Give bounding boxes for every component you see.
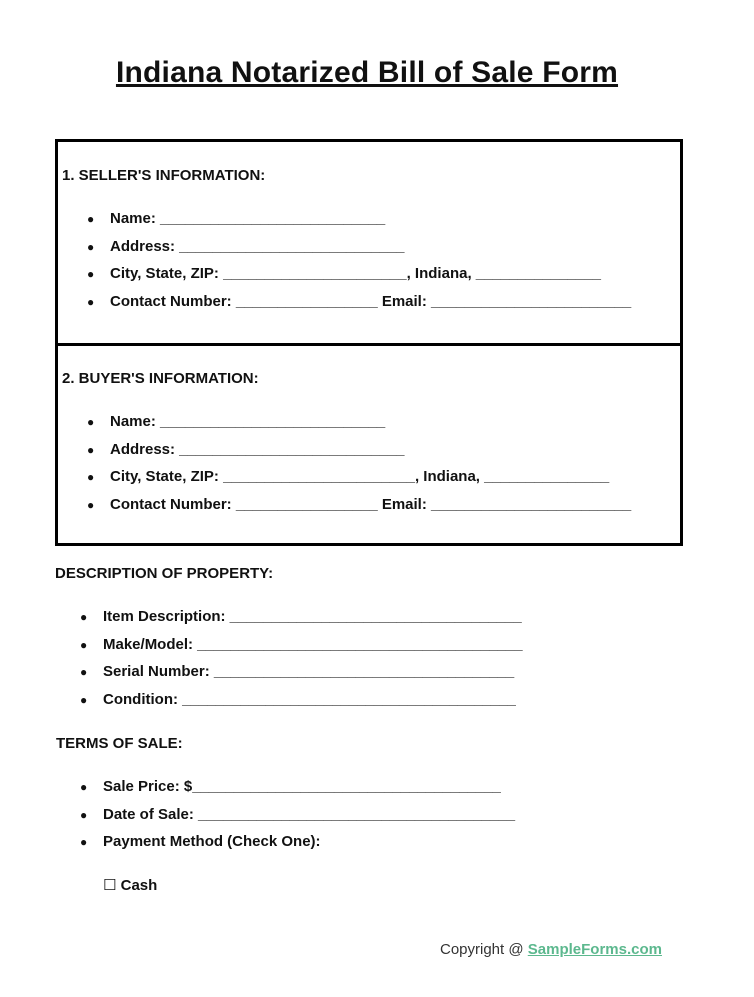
- buyer-heading: 2. BUYER'S INFORMATION:: [62, 370, 259, 387]
- seller-fields: [87, 209, 632, 319]
- buyer-address-field[interactable]: ● Address: ___________________________: [87, 440, 405, 458]
- terms-fields: [80, 777, 516, 860]
- bullet-icon: ●: [87, 267, 95, 281]
- item-description-field[interactable]: ● Item Description: ___________________________________: [80, 608, 522, 625]
- seller-city-field[interactable]: ● City, State, ZIP: ______________________, Indiana, _______________: [87, 265, 601, 282]
- bullet-icon: ●: [87, 497, 95, 512]
- cash-checkbox[interactable]: ☐ Cash: [103, 877, 158, 894]
- bullet-icon: ●: [87, 239, 95, 254]
- copyright-text: Copyright @: [440, 941, 528, 958]
- seller-contact-field[interactable]: ● Contact Number: _________________ Email: ________________________: [87, 292, 632, 310]
- bullet-icon: ●: [87, 415, 95, 429]
- bullet-icon: ●: [80, 780, 88, 794]
- serial-number-field[interactable]: ● Serial Number: ____________________________________: [80, 663, 515, 680]
- bullet-icon: ●: [80, 665, 88, 679]
- bullet-icon: ●: [87, 470, 95, 484]
- copyright-footer: [440, 941, 662, 958]
- brand-link[interactable]: SampleForms.com: [527, 941, 662, 958]
- condition-field[interactable]: ● Condition: ________________________________________: [80, 690, 516, 708]
- bullet-icon: ●: [80, 807, 88, 822]
- payment-method-label: ● Payment Method (Check One):: [80, 833, 321, 850]
- bullet-icon: ●: [87, 442, 95, 457]
- sale-price-field[interactable]: ● Sale Price: $_____________________________________: [80, 778, 501, 795]
- buyer-fields: [87, 412, 632, 522]
- buyer-name-field[interactable]: ● Name: ___________________________: [87, 413, 386, 430]
- seller-address-field[interactable]: ● Address: ___________________________: [87, 237, 405, 255]
- seller-heading: 1. SELLER'S INFORMATION:: [62, 167, 266, 184]
- seller-name-field[interactable]: ● Name: ___________________________: [87, 210, 386, 227]
- form-title: Indiana Notarized Bill of Sale Form: [115, 56, 619, 89]
- bullet-icon: ●: [80, 637, 88, 652]
- property-heading: DESCRIPTION OF PROPERTY:: [55, 565, 274, 582]
- buyer-city-field[interactable]: ● City, State, ZIP: _______________________, Indiana, _______________: [87, 468, 610, 485]
- terms-heading: TERMS OF SALE:: [56, 735, 183, 752]
- bullet-icon: ●: [87, 212, 95, 226]
- bullet-icon: ●: [80, 692, 88, 707]
- date-of-sale-field[interactable]: ● Date of Sale: ______________________________________: [80, 805, 516, 823]
- bullet-icon: ●: [80, 835, 88, 849]
- make-model-field[interactable]: ● Make/Model: _______________________________________: [80, 635, 523, 653]
- property-fields: [80, 607, 523, 717]
- buyer-contact-field[interactable]: ● Contact Number: _________________ Email: ________________________: [87, 495, 632, 513]
- bullet-icon: ●: [80, 610, 88, 624]
- bullet-icon: ●: [87, 294, 95, 309]
